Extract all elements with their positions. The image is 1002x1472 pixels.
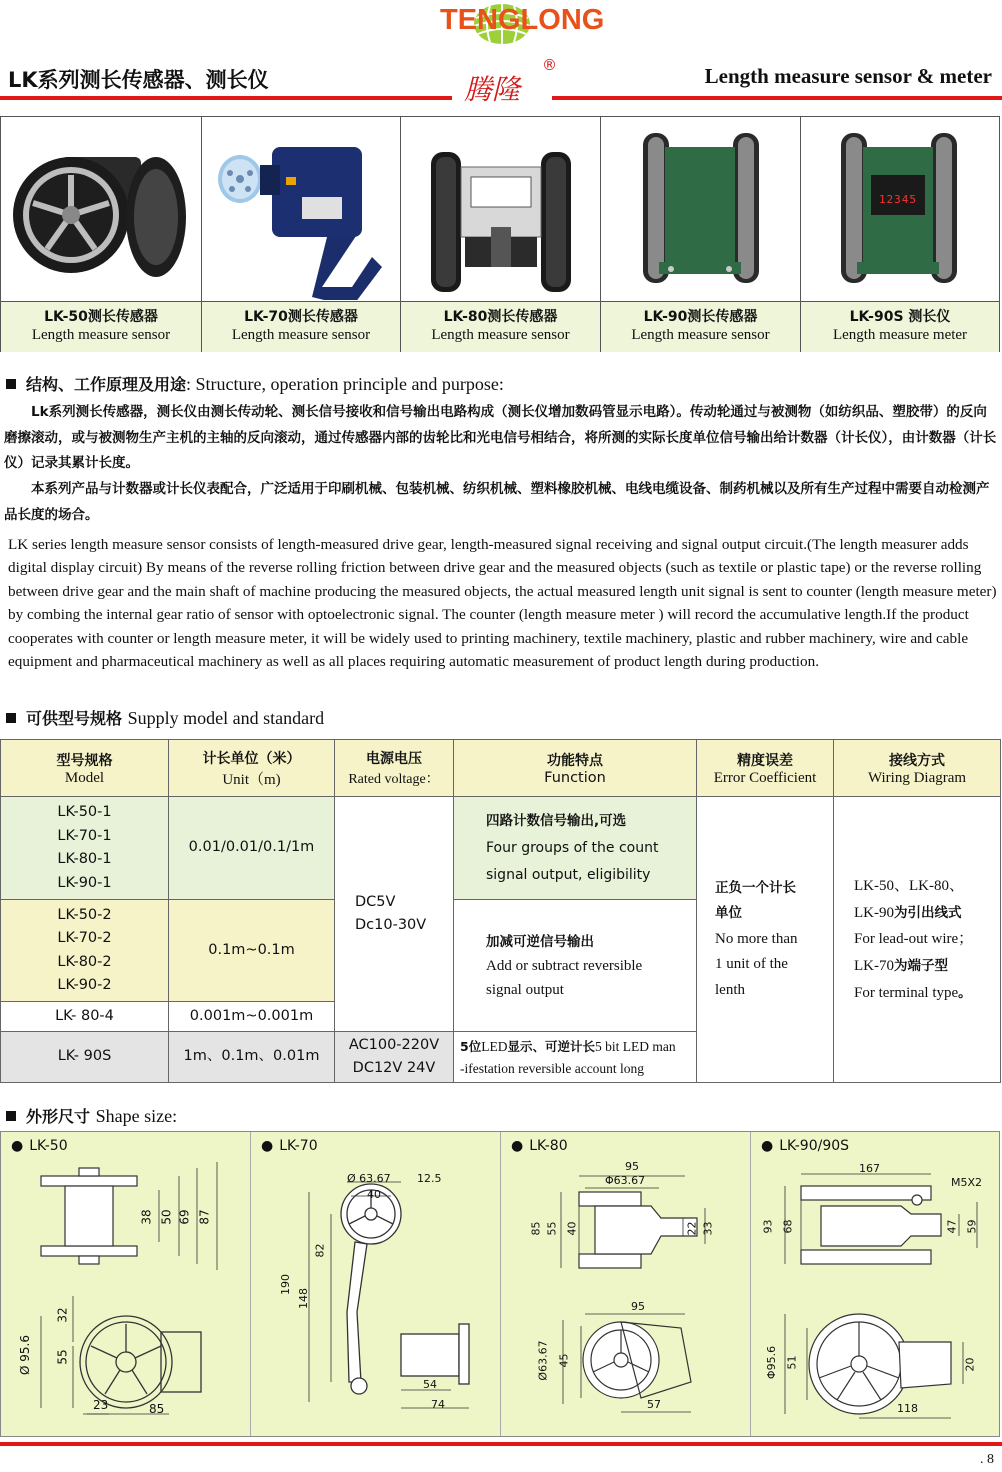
function-led: 5位LED显示、可逆计长5 bit LED man -ifestation reversible account long xyxy=(454,1032,697,1083)
dim-label: 95 xyxy=(631,1300,645,1313)
section-title-en: Supply model and standard xyxy=(127,708,325,728)
voltage-ac: AC100-220V DC12V 24V xyxy=(335,1032,454,1083)
product-desc: Length measure sensor xyxy=(431,327,570,343)
product-desc: Length measure meter xyxy=(832,327,968,343)
registered-mark: ® xyxy=(542,56,557,74)
section-title-cn: 外形尺寸 xyxy=(26,1107,91,1126)
group2-models: LK-50-2 LK-70-2 LK-80-2 LK-90-2 xyxy=(1,900,169,1002)
product-caption xyxy=(202,301,400,352)
shape-size-panels xyxy=(0,1131,1000,1437)
dim-label: 51 xyxy=(785,1355,799,1370)
brand-logo-cn: 腾隆 xyxy=(464,73,521,106)
product-model: LK-50测长传感器 xyxy=(44,309,158,325)
dim-label: 87 xyxy=(197,1209,212,1225)
product-caption xyxy=(401,301,600,352)
dim-label: 95 xyxy=(625,1160,639,1173)
group4-unit: 1m、0.1m、0.01m xyxy=(169,1032,335,1083)
dim-label: 50 xyxy=(159,1209,174,1225)
header-unit: 计长单位（米） Unit（m) xyxy=(169,740,335,797)
section-heading-models xyxy=(6,706,324,729)
dim-label: 85 xyxy=(529,1221,543,1236)
function-four-groups: 四路计数信号输出,可选 Four groups of the count signal output, eligibility xyxy=(454,797,697,900)
dim-label: 20 xyxy=(963,1357,977,1372)
dim-label: 148 xyxy=(297,1288,310,1309)
dim-label: 55 xyxy=(545,1221,559,1236)
lk80-photo xyxy=(401,117,600,300)
function-reversible: 加减可逆信号输出 Add or subtract reversible signal output xyxy=(454,900,697,1032)
lk90s-photo xyxy=(801,117,999,300)
page-number: . 8 xyxy=(980,1452,994,1467)
table-row xyxy=(1,797,1001,900)
dim-label: Ø 63.67 xyxy=(347,1172,391,1185)
dim-label: 59 xyxy=(965,1219,979,1234)
section-heading-shape xyxy=(6,1104,177,1127)
dim-label: 57 xyxy=(647,1398,661,1411)
footer-rule xyxy=(0,1442,1002,1446)
dim-label: 68 xyxy=(781,1219,795,1234)
dim-label: 38 xyxy=(139,1209,154,1225)
header-voltage: 电源电压 Rated voltage： xyxy=(335,740,454,797)
intro-paragraph-en: LK series length measure sensor consists of length-measured drive gear, length-measured signal receiving and signal output circuit.(The length measurer adds digital display circuit) By means of the reverse rolling friction between drive gear and the measured objects (such as textile or plastic tape) or the reverse rolling between drive gear and the main shaft of machine producing the measured objects, the actual measured length unit signal is sent to counter (length measure meter) by combing the internal gear ratio of sensor with optoelectronic signal. The counter (length measure meter ) will record the accumulative length.If the product cooperates with counter or length measure meter, it will be widely used to printing machinery, textile machinery, plastic and rubber machinery, wire and cable equipment and pharmaceutical machinery as well as all places requiring automatic measurement of product length during production. xyxy=(8,536,997,671)
header-error: 精度误差 Error Coefficient xyxy=(697,740,834,797)
page-title-en: Length measure sensor & meter xyxy=(704,64,992,88)
page-title-cn: LK系列测长传感器、测长仪 xyxy=(8,68,269,92)
dim-label: 85 xyxy=(149,1402,165,1416)
dim-label: Φ63.67 xyxy=(605,1174,646,1187)
group1-models: LK-50-1 LK-70-1 LK-80-1 LK-90-1 xyxy=(1,797,169,900)
section-title-cn: 可供型号规格 xyxy=(26,709,123,728)
product-model: LK-70测长传感器 xyxy=(244,309,358,325)
dim-label: 74 xyxy=(431,1398,445,1411)
product-model: LK-90测长传感器 xyxy=(643,309,758,325)
product-caption xyxy=(601,301,800,352)
led-display: 12345 xyxy=(878,193,918,206)
dim-label: 118 xyxy=(897,1402,918,1415)
lk50-photo xyxy=(1,117,201,300)
product-strip xyxy=(0,116,1000,352)
dim-label: 33 xyxy=(701,1221,715,1236)
dim-label: 23 xyxy=(93,1398,109,1412)
product-desc: Length measure sensor xyxy=(631,327,770,343)
product-card-lk90s xyxy=(801,117,999,351)
header-model: 型号规格 Model xyxy=(1,740,169,797)
voltage-dc: DC5V Dc10-30V xyxy=(335,797,454,1032)
intro-paragraph-cn-1: Lk系列测长传感器，测长仪由测长传动轮、测长信号接收和信号输出电路构成（测长仪增加数码管显示电路）。传动轮通过与被测物（如纺织品、塑胶带）的反向磨擦滚动，或与被测物生产主机的主轴的反向滚动，通过传感器内部的齿轮比和光电信号相结合，将所测的实际长度单位信号输出给计数器（计长仪），由计数器（计长仪）记录其累计长度。 xyxy=(4,404,997,471)
product-card-lk50 xyxy=(1,117,202,351)
shape-panel-lk80: ● LK-80 95 Φ63.67 85 55 40 22 33 95 Ø63.67 45 57 xyxy=(501,1132,751,1436)
dim-label: 47 xyxy=(945,1219,959,1234)
spec-table xyxy=(0,739,1001,1083)
section-title-cn: 结构、工作原理及用途 xyxy=(26,375,187,394)
header-wiring: 接线方式 Wiring Diagram xyxy=(834,740,1001,797)
group3-model: LK- 80-4 xyxy=(1,1002,169,1032)
product-model: LK-80测长传感器 xyxy=(443,309,558,325)
shape-label: LK-50 xyxy=(29,1138,68,1154)
product-model: LK-90S 测长仪 xyxy=(849,309,951,325)
dim-label: 32 xyxy=(55,1307,70,1323)
bullet-square-icon xyxy=(6,379,16,389)
shape-label: LK-70 xyxy=(279,1138,318,1154)
wiring-diagram: LK-50、LK-80、 LK-90为引出线式 For lead-out wire； LK-70为端子型 For terminal type。 xyxy=(834,797,1001,1083)
product-caption xyxy=(801,301,999,352)
dim-label: 12.5 xyxy=(417,1172,442,1185)
dim-label: 69 xyxy=(177,1209,192,1225)
lk70-photo xyxy=(202,117,400,300)
group2-unit: 0.1m~0.1m xyxy=(169,900,335,1002)
header-function: 功能特点 Function xyxy=(454,740,697,797)
dim-label: 82 xyxy=(313,1243,327,1258)
product-caption xyxy=(1,301,201,352)
error-coefficient: 正负一个计长 单位 No more than 1 unit of the lenth xyxy=(697,797,834,1083)
section-title-en: Shape size: xyxy=(95,1106,178,1126)
brand-logo-text: TENGLONG xyxy=(440,4,605,36)
shape-panel-lk70: ● LK-70 Ø 63.67 12.5 40 82 190 148 54 74 xyxy=(251,1132,501,1436)
group3-unit: 0.001m~0.001m xyxy=(169,1002,335,1032)
dim-label: 167 xyxy=(859,1162,880,1175)
product-card-lk70 xyxy=(202,117,401,351)
dim-label: Ø 95.6 xyxy=(17,1335,32,1375)
lk90-photo xyxy=(601,117,800,300)
dim-label: 22 xyxy=(685,1221,699,1236)
dim-label: 93 xyxy=(761,1219,775,1234)
dim-label: M5X2 xyxy=(951,1176,983,1189)
dim-label: 45 xyxy=(557,1353,571,1368)
section-heading-structure xyxy=(6,372,504,395)
dim-label: Φ95.6 xyxy=(765,1345,779,1380)
shape-panel-lk50: ● LK-50 38 50 69 87 32 55 Ø 95.6 23 85 xyxy=(1,1132,251,1436)
section-title-en: : Structure, operation principle and purpose: xyxy=(186,374,504,394)
dim-label: 40 xyxy=(565,1221,579,1236)
shape-label: LK-90/90S xyxy=(779,1138,850,1154)
dim-label: 55 xyxy=(55,1349,70,1365)
shape-panel-lk90: ● LK-90/90S 167 M5X2 93 68 47 59 Φ95.6 51 20 118 xyxy=(761,1138,983,1415)
dim-label: 54 xyxy=(423,1378,437,1391)
product-desc: Length measure sensor xyxy=(31,327,171,343)
product-card-lk80 xyxy=(401,117,601,351)
group1-unit: 0.01/0.01/0.1/1m xyxy=(169,797,335,900)
header-rule-left xyxy=(0,96,452,100)
table-header-row xyxy=(1,740,1001,797)
product-desc: Length measure sensor xyxy=(231,327,371,343)
shape-label: LK-80 xyxy=(529,1138,568,1154)
group4-model: LK- 90S xyxy=(1,1032,169,1083)
dim-label: Ø63.67 xyxy=(536,1340,550,1381)
product-card-lk90 xyxy=(601,117,801,351)
header-rule-right xyxy=(552,96,1002,100)
dim-label: 40 xyxy=(367,1188,381,1201)
bullet-square-icon xyxy=(6,713,16,723)
intro-paragraph-cn-2: 本系列产品与计数器或计长仪表配合，广泛适用于印刷机械、包装机械、纺织机械、塑料橡胶机械、电线电缆设备、制药机械以及所有生产过程中需要自动检测产品长度的场合。 xyxy=(4,481,990,523)
dim-label: 190 xyxy=(279,1274,292,1295)
bullet-square-icon xyxy=(6,1111,16,1121)
